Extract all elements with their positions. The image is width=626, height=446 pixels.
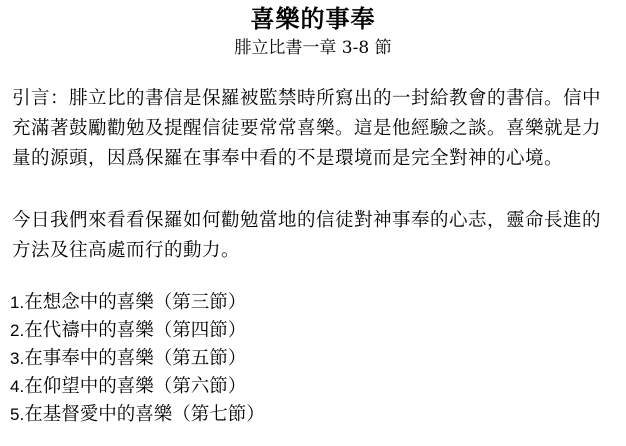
sermon-outline xyxy=(10,289,614,429)
outline-point xyxy=(10,401,614,429)
page-title: 喜樂的事奉 xyxy=(250,4,376,33)
outline-point-text: 在仰望中的喜樂（第六節） xyxy=(24,376,247,397)
outline-point-text: 在事奉中的喜樂（第五節） xyxy=(24,348,247,369)
outline-point-number: 2. xyxy=(10,321,25,340)
intro-paragraph: 引言：腓立比的書信是保羅被監禁時所寫出的一封給教會的書信。信中充滿著鼓勵勸勉及提醒信徒要常常喜樂。這是他經驗之談。喜樂就是力量的源頭，因爲保羅在事奉中看的不是環境而是完全對神的心境。 xyxy=(12,88,602,169)
scripture-reference: 腓立比書一章 3-8 節 xyxy=(234,38,392,58)
outline-point-number: 4. xyxy=(10,377,25,396)
outline-point xyxy=(10,345,614,373)
outline-point-text: 在想念中的喜樂（第三節） xyxy=(24,292,247,313)
outline-point xyxy=(10,373,614,401)
today-paragraph: 今日我們來看看保羅如何勸勉當地的信徒對神事奉的心志，靈命長進的方法及往高處而行的動力。 xyxy=(12,210,602,261)
outline-point-number: 1. xyxy=(10,293,25,312)
outline-point-text: 在基督愛中的喜樂（第七節） xyxy=(24,404,265,425)
outline-point-number: 5. xyxy=(10,405,25,424)
outline-point-text: 在代禱中的喜樂（第四節） xyxy=(24,320,247,341)
outline-point xyxy=(10,289,614,317)
outline-point-number: 3. xyxy=(10,349,25,368)
outline-point xyxy=(10,317,614,345)
